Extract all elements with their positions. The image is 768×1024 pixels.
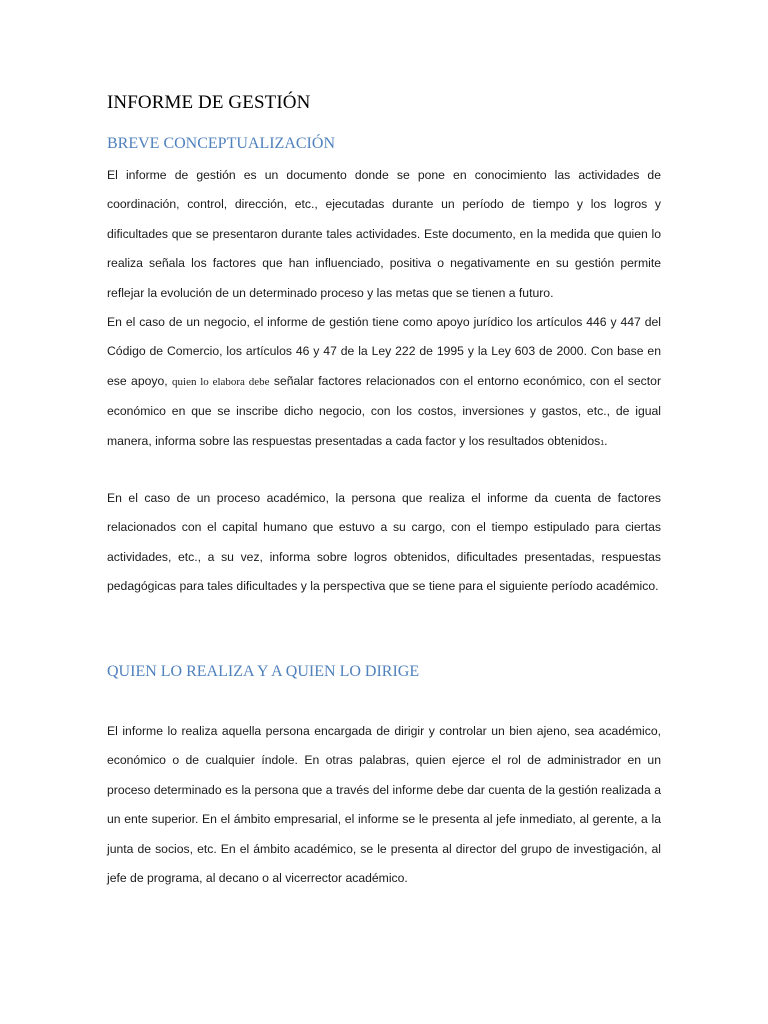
paragraph-negocio-text-start: En el caso de un negocio, el informe de gestión tiene como apoyo jurídico los artículos 446 y 447 del Código de Comercio, los artículos 46 y 47 de la Ley 222 de 1995 y la Ley 603 de 2000. Con base en ese apoyo, — [107, 315, 661, 388]
paragraph-negocio — [107, 308, 661, 458]
document-title: INFORME DE GESTIÓN — [107, 92, 311, 113]
section-heading-quien-realiza: QUIEN LO REALIZA Y A QUIEN LO DIRIGE — [107, 663, 420, 680]
paragraph-definition: El informe de gestión es un documento donde se pone en conocimiento las actividades de coordinación, control, dirección, etc., ejecutadas durante un período de tiempo y los logros y dificultades que se presentaron durante tales actividades. Este documento, en la medida que quien lo realiza señala los factores que han influenciado, positiva o negativamente en su gestión permite reflejar la evolución de un determinado proceso y las metas que se tienen a futuro. — [107, 168, 661, 300]
inline-serif-phrase: quien lo elabora debe — [172, 375, 270, 388]
paragraph-negocio-period: . — [604, 433, 608, 448]
paragraph-negocio-text-end: señalar factores relacionados con el entorno económico, con el sector económico en que se inscribe dicho negocio, con los costos, inversiones y gastos, etc., de igual manera, informa sobre las respuestas presentadas a cada factor y los resultados obtenidos — [107, 373, 661, 448]
section-heading-conceptualizacion: BREVE CONCEPTUALIZACIÓN — [107, 135, 335, 152]
footnote-reference: 1 — [600, 439, 605, 447]
paragraph-quien-realiza: El informe lo realiza aquella persona encargada de dirigir y controlar un bien ajeno, sea académico, económico o de cualquier índole. En otras palabras, quien ejerce el rol de administrador en un proceso determinado es la persona que a través del informe debe dar cuenta de la gestión realizada a un ente superior. En el ámbito empresarial, el informe se le presenta al jefe inmediato, al gerente, a la junta de socios, etc. En el ámbito académico, se le presenta al director del grupo de investigación, al jefe de programa, al decano o al vicerrector académico. — [107, 724, 661, 886]
paragraph-academico: En el caso de un proceso académico, la persona que realiza el informe da cuenta de factores relacionados con el capital humano que estuvo a su cargo, con el tiempo estipulado para ciertas actividades, etc., a su vez, informa sobre logros obtenidos, dificultades presentadas, respuestas pedagógicas para tales dificultades y la perspectiva que se tiene para el siguiente período académico. — [107, 491, 661, 594]
